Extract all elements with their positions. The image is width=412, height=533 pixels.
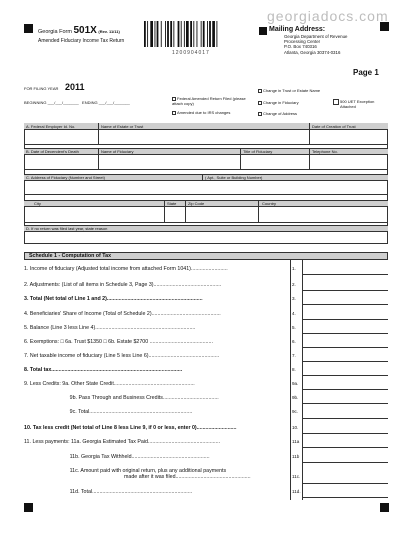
page-label: Page 1 [353, 68, 379, 77]
fiduciary-title-label: Title of Fiduciary [243, 149, 273, 154]
change-name-checkbox[interactable]: Change in Trust or Estate Name [258, 88, 320, 93]
line-11a-num: 11a [292, 439, 300, 444]
line-6-input[interactable] [302, 347, 388, 348]
divider [24, 169, 388, 170]
line-9b: 9b. Pass Through and Business Credits...................................... [24, 395, 219, 401]
line-10-input[interactable] [302, 433, 388, 434]
line-3: 3. Total (Net total of Line 1 and 2)................................................................. [24, 296, 203, 302]
state-label: State [167, 201, 177, 206]
line-1-input[interactable] [302, 274, 388, 275]
line-11b-input[interactable] [302, 462, 388, 463]
line-9a-input[interactable] [302, 389, 388, 390]
line-11b-num: 11b [292, 454, 300, 459]
line-2-input[interactable] [302, 290, 388, 291]
line-11a-input[interactable] [302, 447, 388, 448]
divider [240, 148, 241, 169]
filing-year: 2011 [65, 82, 85, 92]
line-9c-num: 9c. [292, 409, 299, 414]
divider [98, 123, 99, 144]
line-9c: 9c. Total...................................................................... [24, 409, 193, 415]
line-3-input[interactable] [302, 304, 388, 305]
mailing-address: Georgia Department of Revenue Processing Center P.O. Box 740316 Atlanta, Georgia 30374-0316 [284, 34, 348, 55]
irs-changes-checkbox[interactable]: Amended due to IRS changes [172, 110, 230, 115]
line-5: 5. Balance (Line 3 less Line 4).................................................................... [24, 325, 196, 331]
creation-date-label: Date of Creation of Trust [312, 124, 356, 129]
line-2: 2. Adjustments: (List of all items in Schedule 3, Page 3).............................................. [24, 282, 222, 288]
mailing-title: Mailing Address: [269, 26, 326, 33]
divider [24, 194, 388, 195]
line-10-num: 10. [292, 425, 299, 430]
form-number: 501X [73, 25, 97, 36]
line-8-num: 8. [292, 367, 296, 372]
line-1: 1. Income of fiduciary (Adjusted total income from attached Form 1041)......................... [24, 266, 228, 272]
apt-label: ( Apt., Suite or Building Number) [205, 175, 263, 180]
line-4-num: 4. [292, 311, 296, 316]
schedule-title: Schedule 1 - Computation of Tax [29, 253, 112, 259]
beginning-row: BEGINNING ___/___/_______ ENDING ___/___/_______ [24, 100, 130, 105]
no-return-reason-label: D. If no return was filed last year, state reason [26, 226, 108, 231]
line-9c-input[interactable] [302, 418, 388, 419]
line-11c: 11c. Amount paid with original return, plus any additional payments [24, 468, 227, 474]
line-2-num: 2. [292, 282, 296, 287]
form-revision: (Rev. 11/11) [98, 29, 120, 34]
barcode-number: 1200904017 [172, 50, 210, 56]
line-4-input[interactable] [302, 319, 388, 320]
line-6-num: 6. [292, 339, 296, 344]
line-6[interactable]: 6. Exemptions: □ 6a. Trust $1350 □ 6b. Estate $2700 ........................................... [24, 339, 213, 345]
line-9b-num: 9b. [292, 395, 299, 400]
change-fiduciary-checkbox[interactable]: Change in Fiduciary [258, 100, 299, 105]
uet-exception-checkbox[interactable]: 500 UET Exception Attached [333, 99, 383, 109]
line-11a: 11. Less payments: 11a. Georgia Estimated Tax Paid................................................. [24, 439, 221, 445]
filing-year-label: FOR FILING YEAR [24, 86, 59, 91]
mailing-icon [259, 27, 267, 35]
watermark: georgiadocs.com [267, 8, 389, 24]
line-9a: 9. Less Credits: 9a. Other State Credit....................................................... [24, 381, 195, 387]
divider [258, 200, 259, 222]
divider [24, 144, 388, 145]
line-8-input[interactable] [302, 375, 388, 376]
corner-marker-bottom-left [24, 503, 33, 512]
line-11c-continued: made after it was filed................................................... [124, 474, 251, 480]
fein-label: A. Federal Employer Id. No. [26, 124, 76, 129]
line-8: 8. Total tax......................................................................................... [24, 367, 183, 373]
line-5-input[interactable] [302, 333, 388, 334]
line-11d: 11d. Total.................................................................... [24, 489, 193, 495]
line-1-num: 1. [292, 266, 296, 271]
trust-name-label: Name of Estate or Trust [101, 124, 144, 129]
line-4: 4. Beneficiaries' Share of Income (Total of Schedule 2)............................................... [24, 311, 221, 317]
line-7-input[interactable] [302, 361, 388, 362]
divider [309, 148, 310, 169]
line-10: 10. Tax less credit (Net total of Line 8 less Line 9, if 0 or less, enter 0)........................... [24, 425, 237, 431]
row-city-header [24, 200, 388, 207]
fiduciary-name-label: Name of Fiduciary [101, 149, 134, 154]
line-7: 7. Net taxable income of fiduciary (Line 5 less Line 6)................................................ [24, 353, 220, 359]
line-5-num: 5. [292, 325, 296, 330]
zip-label: Zip Code [188, 201, 205, 206]
line-9a-num: 9a. [292, 381, 299, 386]
country-label: Country [262, 201, 277, 206]
telephone-label: Telephone No. [312, 149, 338, 154]
line-11c-input[interactable] [302, 483, 388, 484]
corner-marker-top-left [24, 24, 33, 33]
line-9b-input[interactable] [302, 403, 388, 404]
divider [98, 148, 99, 169]
answer-column-num-divider [302, 260, 303, 500]
form-subtitle: Amended Fiduciary Income Tax Return [38, 38, 125, 44]
divider [185, 200, 186, 222]
answer-column-divider [290, 260, 291, 500]
divider [164, 200, 165, 222]
change-address-checkbox[interactable]: Change of Address [258, 111, 297, 116]
death-date-label: B. Date of Decendent's Death [26, 149, 79, 154]
form-title: Georgia Form 501X (Rev. 11/11) [38, 25, 120, 36]
divider [309, 123, 310, 144]
line-11b: 11b. Georgia Tax Withheld..................................................... [24, 454, 210, 460]
corner-marker-bottom-right [380, 503, 389, 512]
divider [202, 174, 203, 181]
address-label: C. Address of Fiduciary (Number and Street) [26, 175, 105, 180]
line-3-num: 3. [292, 296, 296, 301]
city-label: City [34, 201, 41, 206]
federal-amended-checkbox[interactable]: Federal Amended Return Filed (please attach copy) [172, 96, 246, 106]
line-7-num: 7. [292, 353, 296, 358]
divider [24, 222, 388, 223]
line-11d-input[interactable] [302, 497, 388, 498]
line-11c-num: 11c. [292, 474, 301, 479]
barcode [144, 21, 244, 49]
line-11d-num: 11d. [292, 489, 301, 494]
